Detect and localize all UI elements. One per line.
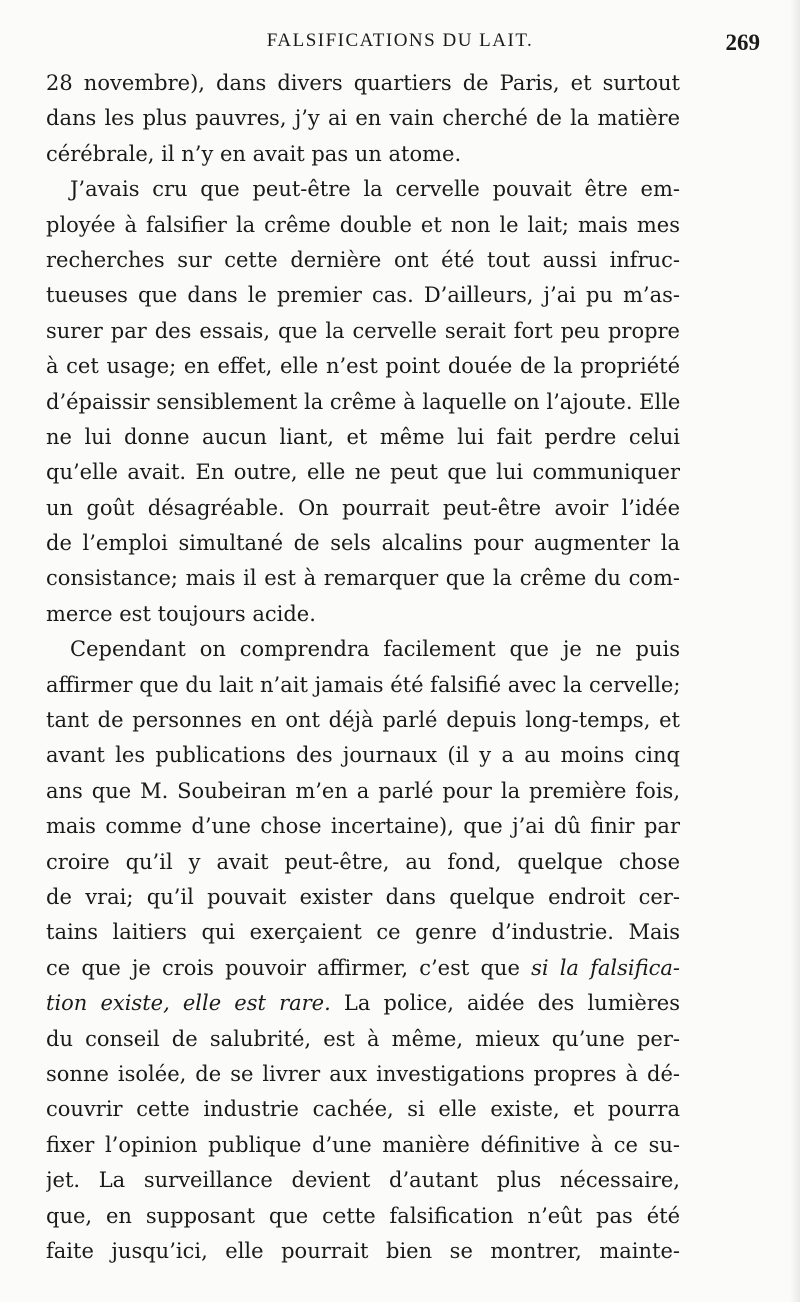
- text-line: affirmer que du lait n’ait jamais été falsifié avec la cervelle;: [46, 672, 680, 697]
- text-line: que, en supposant que cette falsification n’eût pas été: [46, 1203, 680, 1228]
- text-line: couvrir cette industrie cachée, si elle existe, et pourra: [46, 1097, 680, 1122]
- text-line: merce est toujours acide.: [46, 601, 316, 626]
- text-line: tueuses que dans le premier cas. D’ailleurs, j’ai pu m’as-: [46, 283, 680, 308]
- text-line: ne lui donne aucun liant, et même lui fait perdre celui: [46, 424, 680, 449]
- text-line: croire qu’il y avait peut-être, au fond, quelque chose: [46, 849, 680, 874]
- text-line-with-italic: [46, 951, 680, 986]
- roman-segment: La police, aidée des lumières: [343, 991, 680, 1016]
- text-line: ans que M. Soubeiran m’en a parlé pour la première fois,: [46, 778, 680, 803]
- running-title: FALSIFICATIONS DU LAIT.: [266, 30, 534, 51]
- italic-segment: tion existe, elle est rare.: [46, 991, 331, 1016]
- page-edge-shadow: [790, 0, 800, 1302]
- text-line: tains laitiers qui exerçaient ce genre d’industrie. Mais: [46, 920, 680, 945]
- text-line: mais comme d’une chose incertaine), que j’ai dû finir par: [46, 814, 680, 839]
- text-line: de l’emploi simultané de sels alcalins pour augmenter la: [46, 531, 680, 556]
- text-line: qu’elle avait. En outre, elle ne peut que lui communiquer: [46, 460, 680, 485]
- text-line: de vrai; qu’il pouvait exister dans quelque endroit cer-: [46, 884, 680, 909]
- body-text: [46, 66, 680, 1269]
- roman-segment: ce que je crois pouvoir affirmer, c’est que: [46, 955, 520, 980]
- text-line: ployée à falsifier la crême double et non le lait; mais mes: [46, 212, 680, 237]
- paragraph-start-line: Cependant on comprendra facilement que je ne puis: [70, 637, 680, 662]
- text-line: surer par des essais, que la cervelle serait fort peu propre: [46, 318, 680, 343]
- text-line: un goût désagréable. On pourrait peut-être avoir l’idée: [46, 495, 680, 520]
- text-line: avant les publications des journaux (il y a au moins cinq: [46, 743, 680, 768]
- running-head: [40, 30, 760, 60]
- text-line: sonne isolée, de se livrer aux investigations propres à dé-: [46, 1061, 680, 1086]
- text-line: dans les plus pauvres, j’y ai en vain cherché de la matière: [46, 106, 680, 131]
- text-line: recherches sur cette dernière ont été tout aussi infruc-: [46, 247, 680, 272]
- text-line: faite jusqu’ici, elle pourrait bien se montrer, mainte-: [46, 1238, 680, 1263]
- text-line: cérébrale, il n’y en avait pas un atome.: [46, 141, 462, 166]
- text-line: 28 novembre), dans divers quartiers de Paris, et surtout: [46, 71, 680, 95]
- text-line: consistance; mais il est à remarquer que la crême du com-: [46, 566, 680, 591]
- text-line-with-italic: [46, 986, 680, 1021]
- text-line: à cet usage; en effet, elle n’est point douée de la propriété: [46, 354, 680, 379]
- text-line: jet. La surveillance devient d’autant plus nécessaire,: [46, 1168, 680, 1193]
- text-line: fixer l’opinion publique d’une manière définitive à ce su-: [46, 1132, 680, 1157]
- italic-segment: si la falsifica-: [531, 955, 680, 980]
- page-number: 269: [725, 30, 760, 55]
- paragraph-start-line: J’avais cru que peut-être la cervelle pouvait être em-: [70, 177, 680, 202]
- text-line: d’épaissir sensiblement la crême à laquelle on l’ajoute. Elle: [46, 389, 680, 414]
- text-line: du conseil de salubrité, est à même, mieux qu’une per-: [46, 1026, 680, 1051]
- text-line: tant de personnes en ont déjà parlé depuis long-temps, et: [46, 708, 680, 733]
